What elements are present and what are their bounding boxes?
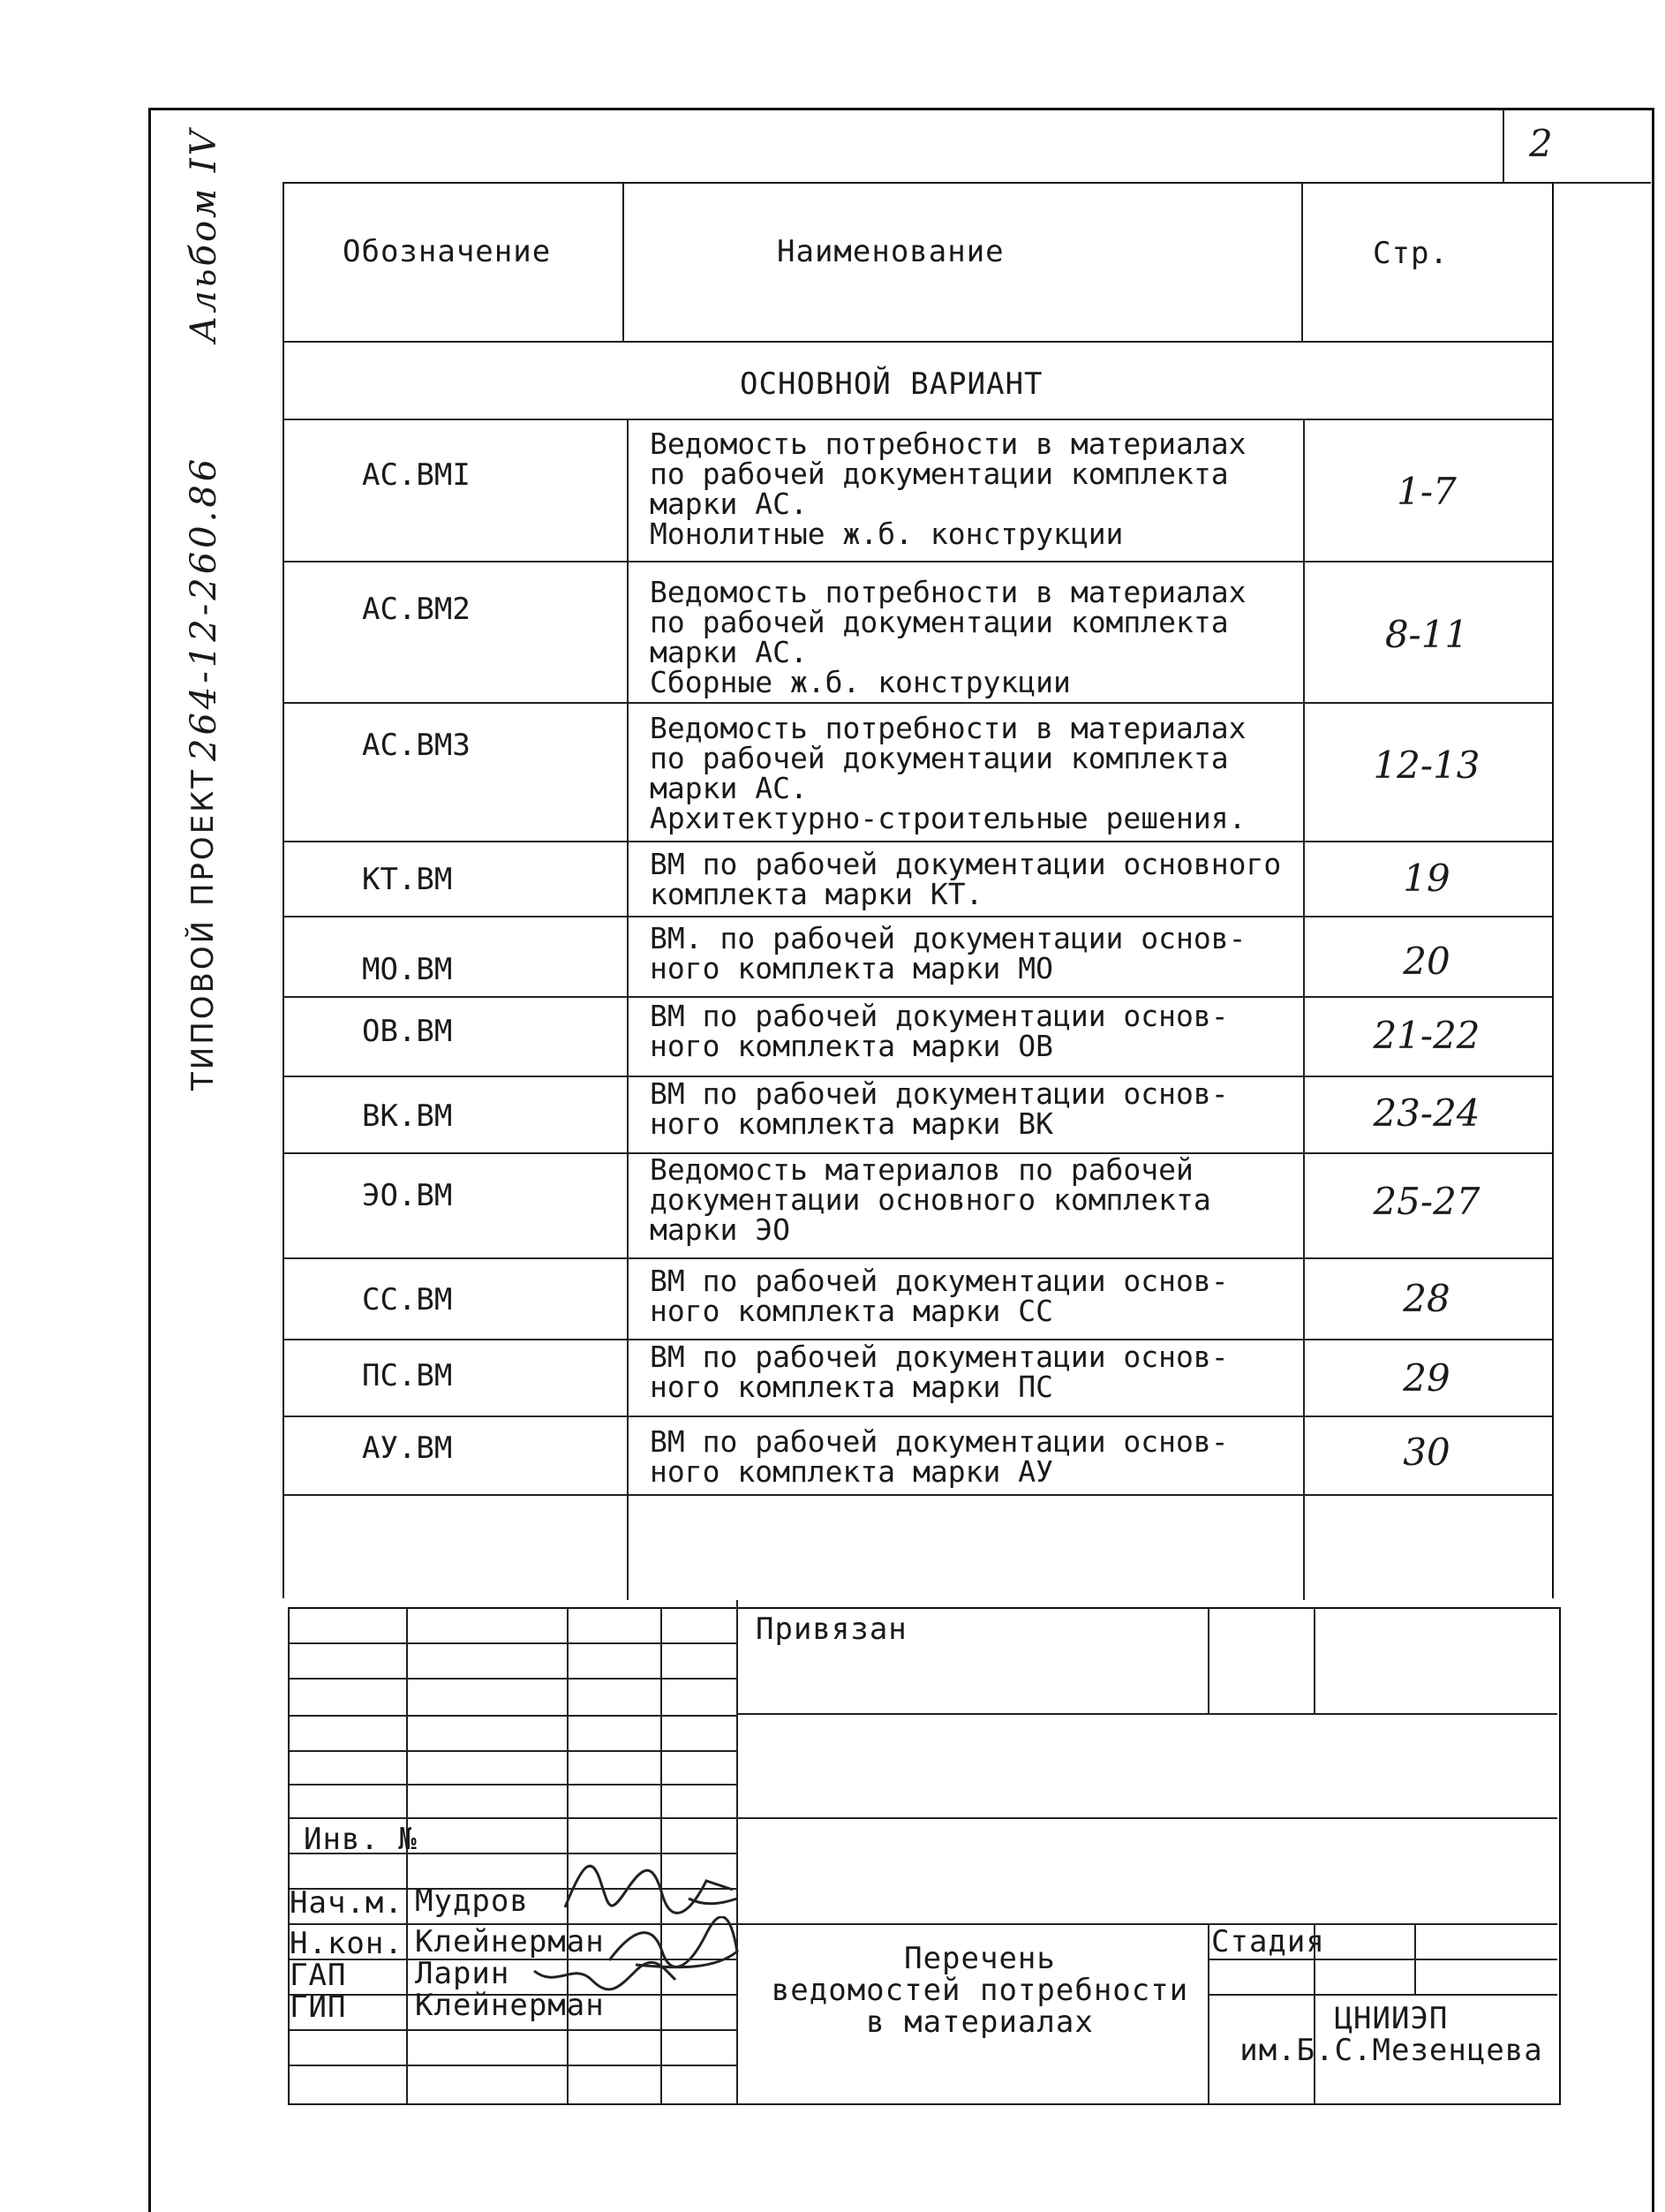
stamp-line bbox=[1209, 1994, 1557, 1996]
row-line bbox=[284, 996, 1552, 998]
row-code: ЭО.ВМ bbox=[362, 1178, 453, 1213]
row-code: ПС.ВМ bbox=[362, 1358, 453, 1393]
row-page: 28 bbox=[1403, 1277, 1450, 1320]
row-description: Ведомость потребности в материалах по рабочей документации комплекта марки АС. Монолитные ж.б. конструкции bbox=[650, 427, 1247, 551]
header-bottom-line bbox=[284, 341, 1552, 343]
row-code: МО.ВМ bbox=[362, 952, 453, 987]
row-page: 8-11 bbox=[1384, 613, 1469, 656]
col-divider-1b bbox=[627, 419, 629, 1600]
row-page: 19 bbox=[1403, 857, 1450, 900]
col-divider-1 bbox=[622, 184, 624, 341]
header-page: Стр. bbox=[1373, 236, 1449, 271]
row-description: ВМ по рабочей документации основ- ного комплекта марки ВК bbox=[650, 1076, 1229, 1141]
row-page: 20 bbox=[1403, 940, 1450, 983]
row-description: Ведомость материалов по рабочей документации основного комплекта марки ЭО bbox=[650, 1152, 1211, 1247]
row-code: ОВ.ВМ bbox=[362, 1014, 453, 1049]
stage-label: Стадия bbox=[1211, 1924, 1325, 1959]
signature-mudrov bbox=[556, 1846, 742, 1925]
row-page: 25-27 bbox=[1373, 1180, 1480, 1223]
stamp-name: Клейнерман bbox=[415, 1988, 605, 2023]
stamp-line bbox=[738, 1713, 1557, 1715]
row-line bbox=[284, 702, 1552, 704]
row-page: 1-7 bbox=[1397, 470, 1457, 513]
inventory-label: Инв. № bbox=[304, 1822, 418, 1857]
stamp-line bbox=[290, 2029, 736, 2031]
row-page: 23-24 bbox=[1373, 1091, 1480, 1135]
row-line bbox=[284, 1494, 1552, 1496]
stamp-role: Нач.м. bbox=[290, 1885, 403, 1921]
row-code: АС.ВМI bbox=[362, 457, 471, 493]
row-description: ВМ по рабочей документации основ- ного комплекта марки ПС bbox=[650, 1340, 1229, 1404]
row-line bbox=[284, 561, 1552, 562]
stamp-name: Клейнерман bbox=[415, 1924, 605, 1959]
row-code: КТ.ВМ bbox=[362, 862, 453, 897]
row-description: ВМ. по рабочей документации основ- ного комплекта марки МО bbox=[650, 921, 1247, 985]
side-caption-project-number: 264-12-260.86 bbox=[184, 455, 224, 761]
row-description: ВМ по рабочей документации основ- ного комплекта марки СС bbox=[650, 1264, 1229, 1328]
stamp-line bbox=[290, 1817, 1557, 1819]
header-designation: Обозначение bbox=[343, 234, 552, 269]
stamp-line bbox=[290, 1784, 736, 1785]
row-line bbox=[284, 841, 1552, 842]
page-number: 2 bbox=[1529, 122, 1553, 165]
row-page: 29 bbox=[1403, 1356, 1450, 1400]
section-bottom-line bbox=[284, 419, 1552, 420]
page-number-box-divider bbox=[1503, 109, 1504, 182]
stamp-name: Ларин bbox=[415, 1956, 510, 1991]
attached-label: Привязан bbox=[756, 1612, 908, 1647]
row-code: СС.ВМ bbox=[362, 1282, 453, 1317]
header-name: Наименование bbox=[777, 234, 1005, 269]
stamp-col bbox=[1208, 1923, 1209, 2105]
stamp-line bbox=[290, 2065, 736, 2066]
row-page: 30 bbox=[1403, 1431, 1450, 1474]
row-page: 12-13 bbox=[1373, 744, 1480, 787]
row-line bbox=[284, 1416, 1552, 1417]
row-description: ВМ по рабочей документации основ- ного комплекта марки ОВ bbox=[650, 999, 1229, 1063]
stamp-line bbox=[290, 1715, 736, 1717]
row-code: АС.ВМ2 bbox=[362, 592, 471, 627]
row-description: ВМ по рабочей документации основ- ного комплекта марки АУ bbox=[650, 1424, 1229, 1489]
row-code: АУ.ВМ bbox=[362, 1431, 453, 1466]
row-description: Ведомость потребности в материалах по рабочей документации комплекта марки АС. Сборные ж.б. конструкции bbox=[650, 575, 1247, 699]
col-divider-2 bbox=[1301, 184, 1303, 341]
stamp-name: Мудров bbox=[415, 1884, 529, 1919]
row-description: ВМ по рабочей документации основного комплекта марки КТ. bbox=[650, 847, 1282, 911]
row-page: 21-22 bbox=[1373, 1014, 1480, 1057]
side-caption-project: ТИПОВОЙ ПРОЕКТ bbox=[185, 766, 221, 1091]
stamp-role: Н.кон. bbox=[290, 1926, 403, 1961]
side-caption-album: Альбом IV bbox=[184, 127, 224, 343]
stamp-role: ГИП bbox=[290, 1989, 347, 2025]
stamp-line bbox=[290, 1642, 736, 1644]
signature-larin bbox=[530, 1953, 680, 1997]
stamp-role: ГАП bbox=[290, 1958, 347, 1993]
row-code: ВК.ВМ bbox=[362, 1098, 453, 1134]
row-line bbox=[284, 916, 1552, 917]
stamp-col bbox=[1314, 1609, 1315, 1715]
document-title: Перечень ведомостей потребности в материалах bbox=[771, 1941, 1189, 2040]
stamp-line bbox=[290, 1750, 736, 1752]
organization: ЦНИИЭП им.Б.С.Мезенцева bbox=[1239, 2001, 1543, 2068]
row-line bbox=[284, 1257, 1552, 1259]
stamp-col bbox=[1208, 1609, 1209, 1715]
stamp-line bbox=[290, 1678, 736, 1680]
section-title: ОСНОВНОЙ ВАРИАНТ bbox=[740, 366, 1043, 402]
row-code: АС.ВМ3 bbox=[362, 728, 471, 763]
row-description: Ведомость потребности в материалах по рабочей документации комплекта марки АС. Архитектурно-строительные решения. bbox=[650, 711, 1247, 835]
